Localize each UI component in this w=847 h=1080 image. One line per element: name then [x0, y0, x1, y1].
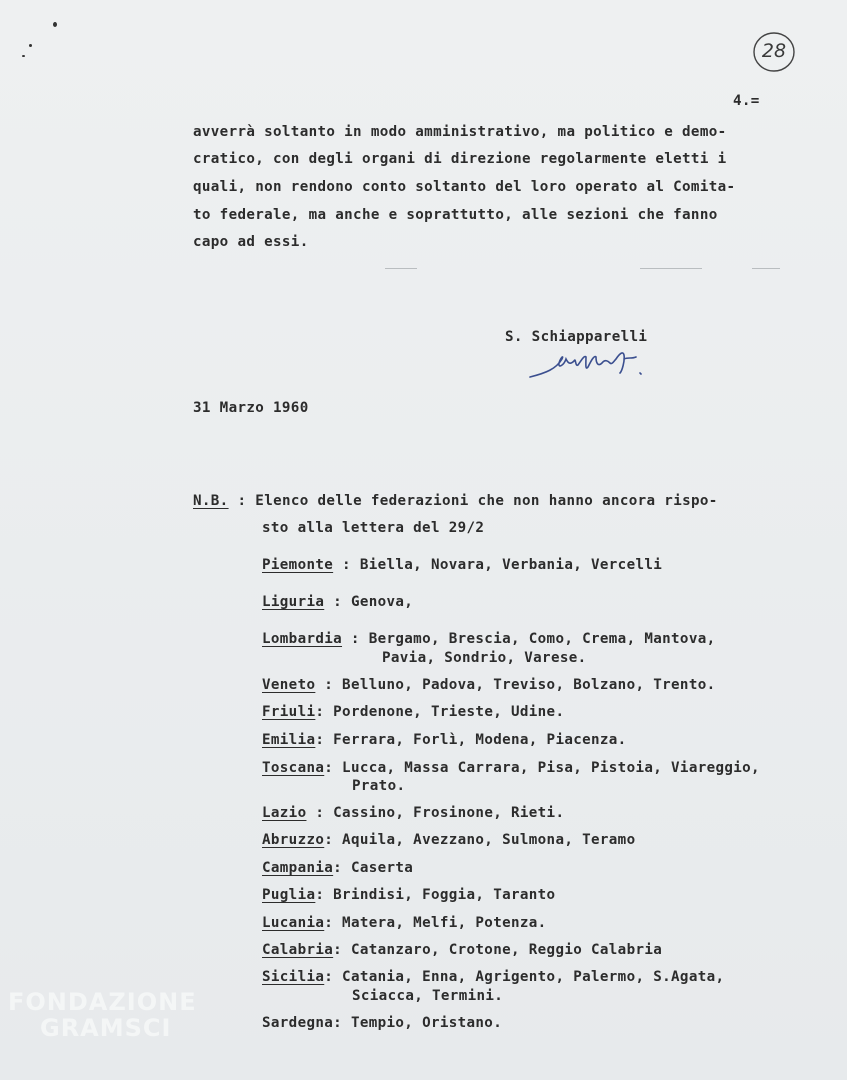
region-cities: Tempio, Oristano.	[350, 1015, 503, 1031]
nb-label: N.B.	[193, 493, 229, 509]
nb-separator: :	[237, 493, 247, 509]
body-line: avverrà soltanto in modo amministrativo, ma politico e demo-	[193, 124, 727, 140]
region-line-sicilia	[262, 969, 724, 985]
region-line-toscana	[262, 760, 760, 776]
region-separator: :	[333, 860, 351, 876]
region-name: Puglia	[262, 887, 316, 903]
region-name: Emilia	[262, 732, 316, 748]
region-cities: Pordenone, Trieste, Udine.	[333, 704, 565, 720]
region-separator: :	[315, 677, 343, 693]
signatory-name: S. Schiapparelli	[505, 329, 648, 345]
region-line-liguria	[262, 594, 413, 610]
region-line-campania	[262, 860, 413, 876]
body-line: to federale, ma anche e soprattutto, alle sezioni che fanno	[193, 207, 718, 223]
document-date: 31 Marzo 1960	[193, 400, 309, 416]
region-separator: :	[315, 704, 334, 720]
region-cities: Caserta	[350, 860, 414, 876]
separator-dash	[385, 268, 417, 269]
region-cities: Genova,	[350, 594, 414, 610]
region-line-calabria	[262, 942, 662, 958]
region-cities: Belluno, Padova, Treviso, Bolzano, Trento.	[342, 677, 716, 693]
folio-stamp	[752, 30, 796, 74]
region-separator: :	[324, 915, 343, 931]
region-separator: :	[324, 832, 343, 848]
region-cities: Aquila, Avezzano, Sulmona, Teramo	[342, 832, 636, 848]
region-name: Campania	[262, 860, 334, 876]
region-continuation-sicilia: Sciacca, Termini.	[352, 988, 504, 1004]
region-name: Sicilia	[262, 969, 325, 985]
region-line-emilia	[262, 732, 627, 748]
region-name: Calabria	[262, 942, 334, 958]
region-line-piemonte	[262, 557, 662, 573]
region-line-lucania	[262, 915, 547, 931]
nb-line-2: sto alla lettera del 29/2	[262, 520, 485, 536]
region-cities: Lucca, Massa Carrara, Pisa, Pistoia, Viareggio,	[342, 760, 760, 776]
region-name: Lombardia	[262, 631, 343, 647]
region-line-puglia	[262, 887, 555, 903]
region-name: Friuli	[262, 704, 316, 720]
body-line: capo ad essi.	[193, 234, 309, 250]
region-separator: :	[324, 969, 343, 985]
region-separator: :	[324, 760, 343, 776]
region-line-sardegna	[262, 1015, 502, 1031]
region-separator: :	[306, 805, 334, 821]
region-name: Lucania	[262, 915, 325, 931]
region-separator: :	[333, 942, 351, 958]
region-cities: Catanzaro, Crotone, Reggio Calabria	[350, 942, 663, 958]
separator-dash	[752, 268, 780, 269]
region-cities: Biella, Novara, Verbania, Vercelli	[359, 557, 663, 573]
handwritten-signature	[528, 345, 648, 385]
region-line-veneto	[262, 677, 716, 693]
page-number: 4.=	[733, 93, 760, 109]
region-separator: :	[342, 631, 369, 647]
body-line: cratico, con degli organi di direzione regolarmente eletti i	[193, 151, 727, 167]
region-line-lazio	[262, 805, 564, 821]
region-name: Toscana	[262, 760, 325, 776]
region-name: Veneto	[262, 677, 316, 693]
body-line: quali, non rendono conto soltanto del loro operato al Comita-	[193, 179, 736, 195]
region-separator: :	[333, 1015, 351, 1031]
region-name: Sardegna	[262, 1015, 334, 1031]
region-name: Lazio	[262, 805, 307, 821]
paper-speck	[53, 22, 57, 27]
region-name: Liguria	[262, 594, 325, 610]
region-cities: Cassino, Frosinone, Rieti.	[333, 805, 565, 821]
separator-dash	[640, 268, 702, 269]
region-separator: :	[324, 594, 351, 610]
paper-speck	[29, 44, 32, 47]
region-line-friuli	[262, 704, 564, 720]
region-cities: Brindisi, Foggia, Taranto	[333, 887, 556, 903]
region-cities: Ferrara, Forlì, Modena, Piacenza.	[333, 732, 627, 748]
nb-line-1	[193, 493, 718, 509]
region-name: Abruzzo	[262, 832, 325, 848]
region-separator: :	[333, 557, 360, 573]
folio-number: 28	[761, 40, 787, 62]
watermark-gramsci: GRAMSCI	[40, 1014, 172, 1042]
region-cities: Matera, Melfi, Potenza.	[342, 915, 547, 931]
nb-text-1: Elenco delle federazioni che non hanno ancora rispo-	[255, 493, 718, 509]
region-separator: :	[315, 887, 334, 903]
paper-speck	[22, 55, 25, 57]
region-cities: Bergamo, Brescia, Como, Crema, Mantova,	[368, 631, 716, 647]
region-separator: :	[315, 732, 334, 748]
region-line-lombardia	[262, 631, 716, 647]
region-cities: Catania, Enna, Agrigento, Palermo, S.Agata,	[342, 969, 725, 985]
region-name: Piemonte	[262, 557, 334, 573]
watermark-fondazione: FONDAZIONE	[8, 988, 197, 1016]
region-continuation-lombardia: Pavia, Sondrio, Varese.	[382, 650, 587, 666]
region-continuation-toscana: Prato.	[352, 778, 406, 794]
region-line-abruzzo	[262, 832, 635, 848]
